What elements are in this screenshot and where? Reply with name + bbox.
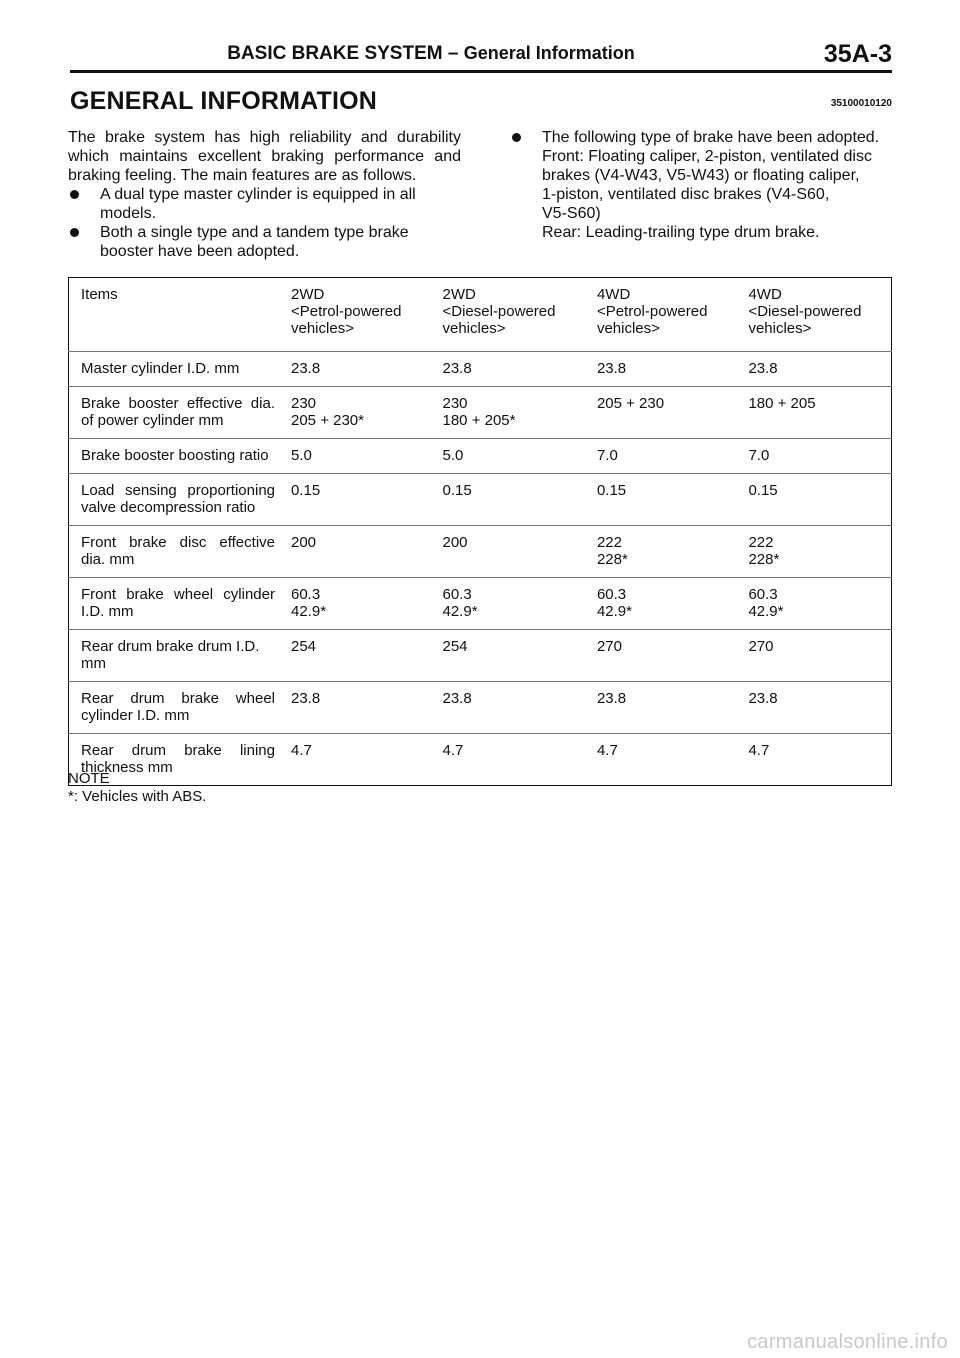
spec-table [68, 277, 892, 786]
value-cell: 23.8 [279, 352, 431, 387]
section-code: 35100010120 [830, 98, 892, 109]
bullet-item [68, 185, 461, 223]
table-row [69, 526, 892, 578]
section-heading: GENERAL INFORMATION [70, 87, 378, 115]
value-cell: 0.15 [585, 474, 737, 526]
header-system-title: BASIC BRAKE SYSTEM – [227, 43, 459, 64]
table-row [69, 352, 892, 387]
header-rule [70, 70, 892, 73]
value-cell: 180 + 205 [736, 387, 891, 439]
item-cell: Master cylinder I.D. mm [69, 352, 280, 387]
bullet-dot-icon [70, 228, 79, 237]
table-row [69, 630, 892, 682]
value-cell: 60.3 42.9* [279, 578, 431, 630]
value-cell: 5.0 [431, 439, 585, 474]
intro-column [68, 128, 461, 261]
value-cell: 270 [585, 630, 737, 682]
page-number: 35A-3 [823, 40, 892, 68]
table-header-row [69, 278, 892, 352]
value-cell: 200 [279, 526, 431, 578]
value-cell: 23.8 [585, 352, 737, 387]
value-cell: 0.15 [736, 474, 891, 526]
header-cell: 4WD <Diesel-powered vehicles> [748, 286, 862, 337]
header-subtitle: General Information [463, 43, 635, 63]
item-cell: Front brake wheel cylinder I.D. mm [69, 578, 280, 630]
value-cell: 7.0 [585, 439, 737, 474]
value-cell: 23.8 [279, 682, 431, 734]
note [68, 770, 206, 806]
page-header [70, 40, 892, 72]
item-cell: Rear drum brake lining thickness mm [69, 734, 280, 786]
bullet-dot-icon [70, 190, 79, 199]
table-row [69, 387, 892, 439]
value-cell: 0.15 [431, 474, 585, 526]
value-cell: 222 228* [585, 526, 737, 578]
bullet-line: Rear: Leading-trailing type drum brake. [542, 224, 820, 241]
header-cell: 2WD <Petrol-powered vehicles> [291, 286, 402, 337]
table-row [69, 474, 892, 526]
value-cell: 60.3 42.9* [736, 578, 891, 630]
item-cell: Rear drum brake drum I.D. mm [69, 630, 280, 682]
bullet-line: A dual type master cylinder is equipped in all [100, 186, 416, 203]
header-title [70, 43, 792, 65]
note-text: *: Vehicles with ABS. [68, 788, 207, 805]
note-label: NOTE [68, 770, 110, 787]
value-cell: 4.7 [431, 734, 585, 786]
value-cell: 23.8 [736, 682, 891, 734]
value-cell: 23.8 [585, 682, 737, 734]
value-cell: 23.8 [431, 352, 585, 387]
value-cell: 5.0 [279, 439, 431, 474]
value-cell: 23.8 [431, 682, 585, 734]
bullet-dot-icon [512, 133, 521, 142]
table-row [69, 578, 892, 630]
value-cell: 4.7 [585, 734, 737, 786]
intro-paragraph: The brake system has high reliability and durability which maintains excellent braking performance and braking feeling. The main features are as follows. [68, 129, 461, 184]
bullet-item [68, 223, 461, 261]
value-cell: 230 180 + 205* [431, 387, 585, 439]
bullet-line: models. [100, 205, 157, 222]
bullet-item [510, 128, 893, 242]
value-cell: 254 [279, 630, 431, 682]
bullet-line: booster have been adopted. [100, 243, 300, 260]
value-cell: 23.8 [736, 352, 891, 387]
bullet-line: Front: Floating caliper, 2-piston, ventilated disc [542, 148, 872, 165]
bullet-line: 1-piston, ventilated disc brakes (V4-S60, [542, 186, 830, 203]
item-cell: Rear drum brake wheel cylinder I.D. mm [69, 682, 280, 734]
header-cell: 4WD <Petrol-powered vehicles> [596, 286, 708, 337]
bullet-line: brakes (V4-W43, V5-W43) or floating caliper, [542, 167, 860, 184]
bullet-line: The following type of brake have been adopted. [542, 129, 880, 146]
value-cell: 254 [431, 630, 585, 682]
item-cell: Front brake disc effective dia. mm [69, 526, 280, 578]
header-cell: Items [81, 286, 118, 303]
spec-table-body [69, 278, 892, 786]
brake-types-column [510, 128, 893, 242]
bullet-line: Both a single type and a tandem type brake [100, 224, 409, 241]
table-row [69, 439, 892, 474]
value-cell: 4.7 [736, 734, 891, 786]
value-cell: 7.0 [736, 439, 891, 474]
value-cell: 4.7 [279, 734, 431, 786]
value-cell: 230 205 + 230* [279, 387, 431, 439]
item-cell: Brake booster boosting ratio [69, 439, 280, 474]
item-cell: Load sensing proportioning valve decompression ratio [69, 474, 280, 526]
value-cell: 0.15 [279, 474, 431, 526]
item-cell: Brake booster effective dia. of power cylinder mm [69, 387, 280, 439]
watermark: carmanualsonline.info [747, 1331, 948, 1353]
value-cell: 200 [431, 526, 585, 578]
value-cell: 270 [736, 630, 891, 682]
value-cell: 60.3 42.9* [431, 578, 585, 630]
bullet-line: V5-S60) [542, 205, 601, 222]
table-row [69, 682, 892, 734]
header-cell: 2WD <Diesel-powered vehicles> [442, 286, 556, 337]
value-cell: 222 228* [736, 526, 891, 578]
value-cell: 205 + 230 [585, 387, 737, 439]
value-cell: 60.3 42.9* [585, 578, 737, 630]
